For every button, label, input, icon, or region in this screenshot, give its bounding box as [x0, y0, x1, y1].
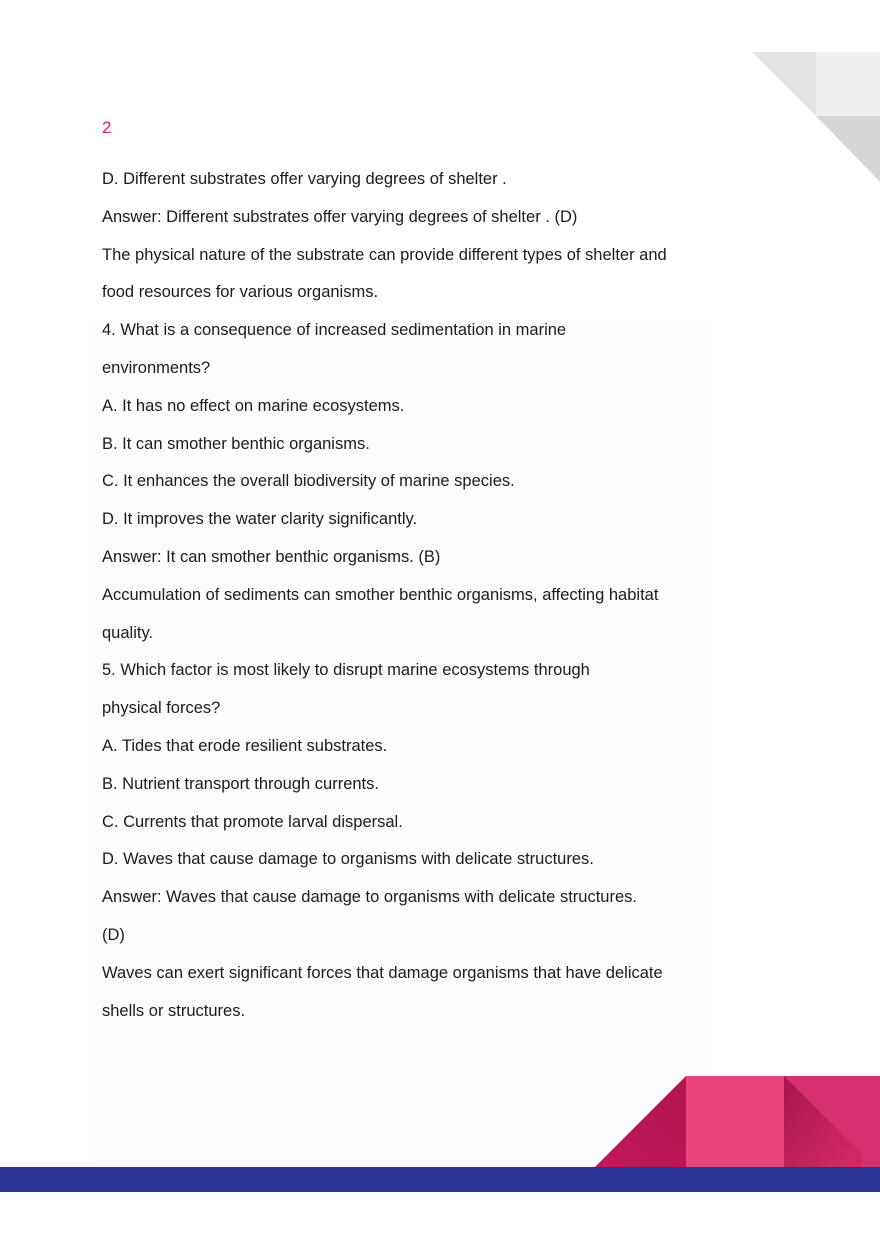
option-d-line: D. Waves that cause damage to organisms with delicate structures.: [102, 850, 594, 869]
top-right-corner-decoration: [752, 52, 880, 182]
option-c-line: C. It enhances the overall biodiversity of marine species.: [102, 472, 515, 491]
question-4-line: environments?: [102, 358, 211, 377]
question-5-line: physical forces?: [102, 699, 221, 718]
answer-line: Answer: Different substrates offer varying degrees of shelter . (D): [102, 207, 578, 226]
answer-line: Answer: Waves that cause damage to organisms with delicate structures.: [102, 888, 637, 907]
option-a-line: A. It has no effect on marine ecosystems.: [102, 396, 405, 415]
explanation-line: Waves can exert significant forces that damage organisms that have delicate: [102, 963, 663, 982]
bottom-right-decoration: [592, 1074, 880, 1170]
page-number: 2: [102, 118, 112, 137]
explanation-line: The physical nature of the substrate can provide different types of shelter and: [102, 245, 667, 264]
bottom-bar-fill: [0, 1167, 880, 1192]
option-d-line: D. It improves the water clarity significantly.: [102, 510, 418, 529]
answer-line: Answer: It can smother benthic organisms. (B): [102, 547, 441, 566]
option-d-line: D. Different substrates offer varying degrees of shelter .: [102, 170, 507, 188]
explanation-line: food resources for various organisms.: [102, 283, 379, 302]
corner-triangle-mid: [816, 116, 880, 182]
option-b-line: B. It can smother benthic organisms.: [102, 434, 370, 453]
question-4-line: 4. What is a consequence of increased sedimentation in marine: [102, 321, 567, 340]
option-a-line: A. Tides that erode resilient substrates.: [102, 736, 388, 755]
corner-square-light: [816, 52, 880, 116]
answer-line: (D): [102, 925, 125, 944]
explanation-line: quality.: [102, 623, 154, 642]
corner-triangle-light: [752, 52, 816, 116]
explanation-line: Accumulation of sediments can smother benthic organisms, affecting habitat: [102, 585, 659, 604]
bottom-triangle-left: [592, 1076, 686, 1170]
document-body: [102, 168, 722, 1037]
bottom-color-bar: [0, 1167, 880, 1192]
bottom-block-middle: [686, 1076, 784, 1170]
option-b-line: B. Nutrient transport through currents.: [102, 774, 379, 793]
question-5-line: 5. Which factor is most likely to disrupt marine ecosystems through: [102, 661, 590, 680]
explanation-line: shells or structures.: [102, 1001, 246, 1020]
option-c-line: C. Currents that promote larval dispersal.: [102, 812, 403, 831]
